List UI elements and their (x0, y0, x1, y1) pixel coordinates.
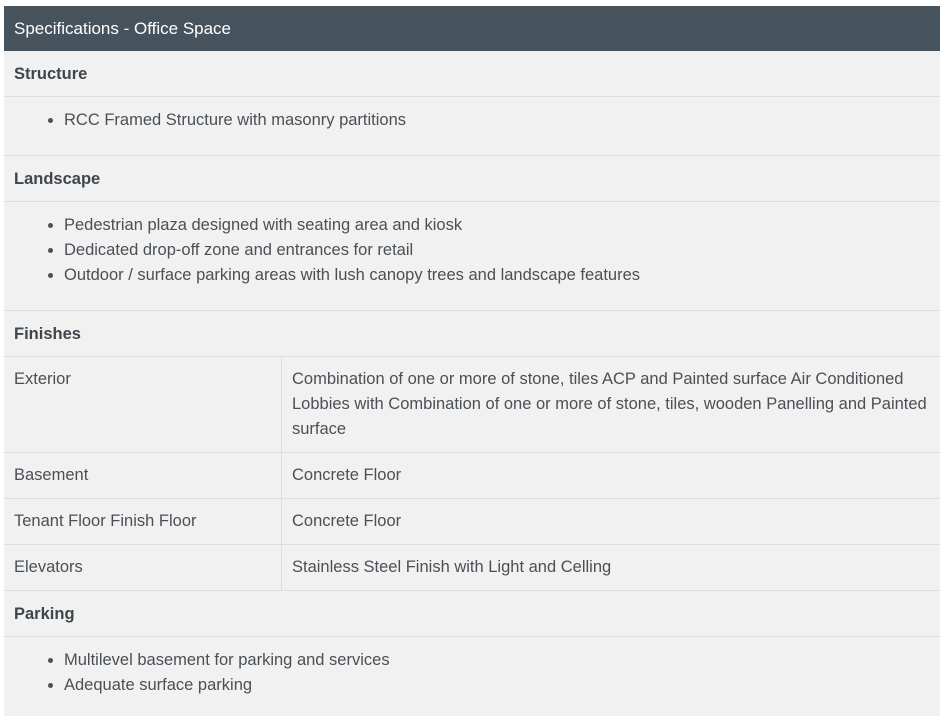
list-item: • RCC Framed Structure with masonry partitions (64, 108, 940, 133)
list-item: • Adequate surface parking (64, 673, 940, 698)
parking-list-block (4, 637, 940, 716)
section-title-landscape: Landscape (4, 156, 940, 202)
finish-value: Concrete Floor (292, 512, 402, 530)
finish-key: Elevators (4, 545, 282, 590)
finishes-row-tenant-floor (4, 499, 940, 545)
finishes-row-exterior (4, 357, 940, 453)
finish-value: Combination of one or more of stone, tiles ACP and Painted surface Air Conditioned Lobbies with Combination of one or more of stone, tiles, wooden Panelling and Painted surface (292, 370, 927, 438)
finish-key: Exterior (4, 357, 282, 452)
panel-header: Specifications - Office Space (4, 6, 940, 51)
list-item: • Dedicated drop-off zone and entrances for retail (64, 238, 940, 263)
finishes-row-basement (4, 453, 940, 499)
finish-value: Concrete Floor (292, 466, 402, 484)
landscape-list-block (4, 202, 940, 311)
finishes-row-elevators (4, 545, 940, 591)
list-item: • Outdoor / surface parking areas with lush canopy trees and landscape features (64, 263, 940, 288)
finish-value: Stainless Steel Finish with Light and Celling (292, 558, 612, 576)
list-item: • Multilevel basement for parking and services (64, 648, 940, 673)
specifications-panel (4, 6, 940, 716)
list-item: • Pedestrian plaza designed with seating area and kiosk (64, 213, 940, 238)
section-title-finishes: Finishes (4, 311, 940, 357)
structure-list-block (4, 97, 940, 156)
section-title-parking: Parking (4, 591, 940, 637)
finish-key: Tenant Floor Finish Floor (4, 499, 282, 544)
section-title-structure: Structure (4, 51, 940, 97)
landscape-list (4, 213, 940, 288)
parking-list (4, 648, 940, 698)
structure-list (4, 108, 940, 133)
finish-key: Basement (4, 453, 282, 498)
